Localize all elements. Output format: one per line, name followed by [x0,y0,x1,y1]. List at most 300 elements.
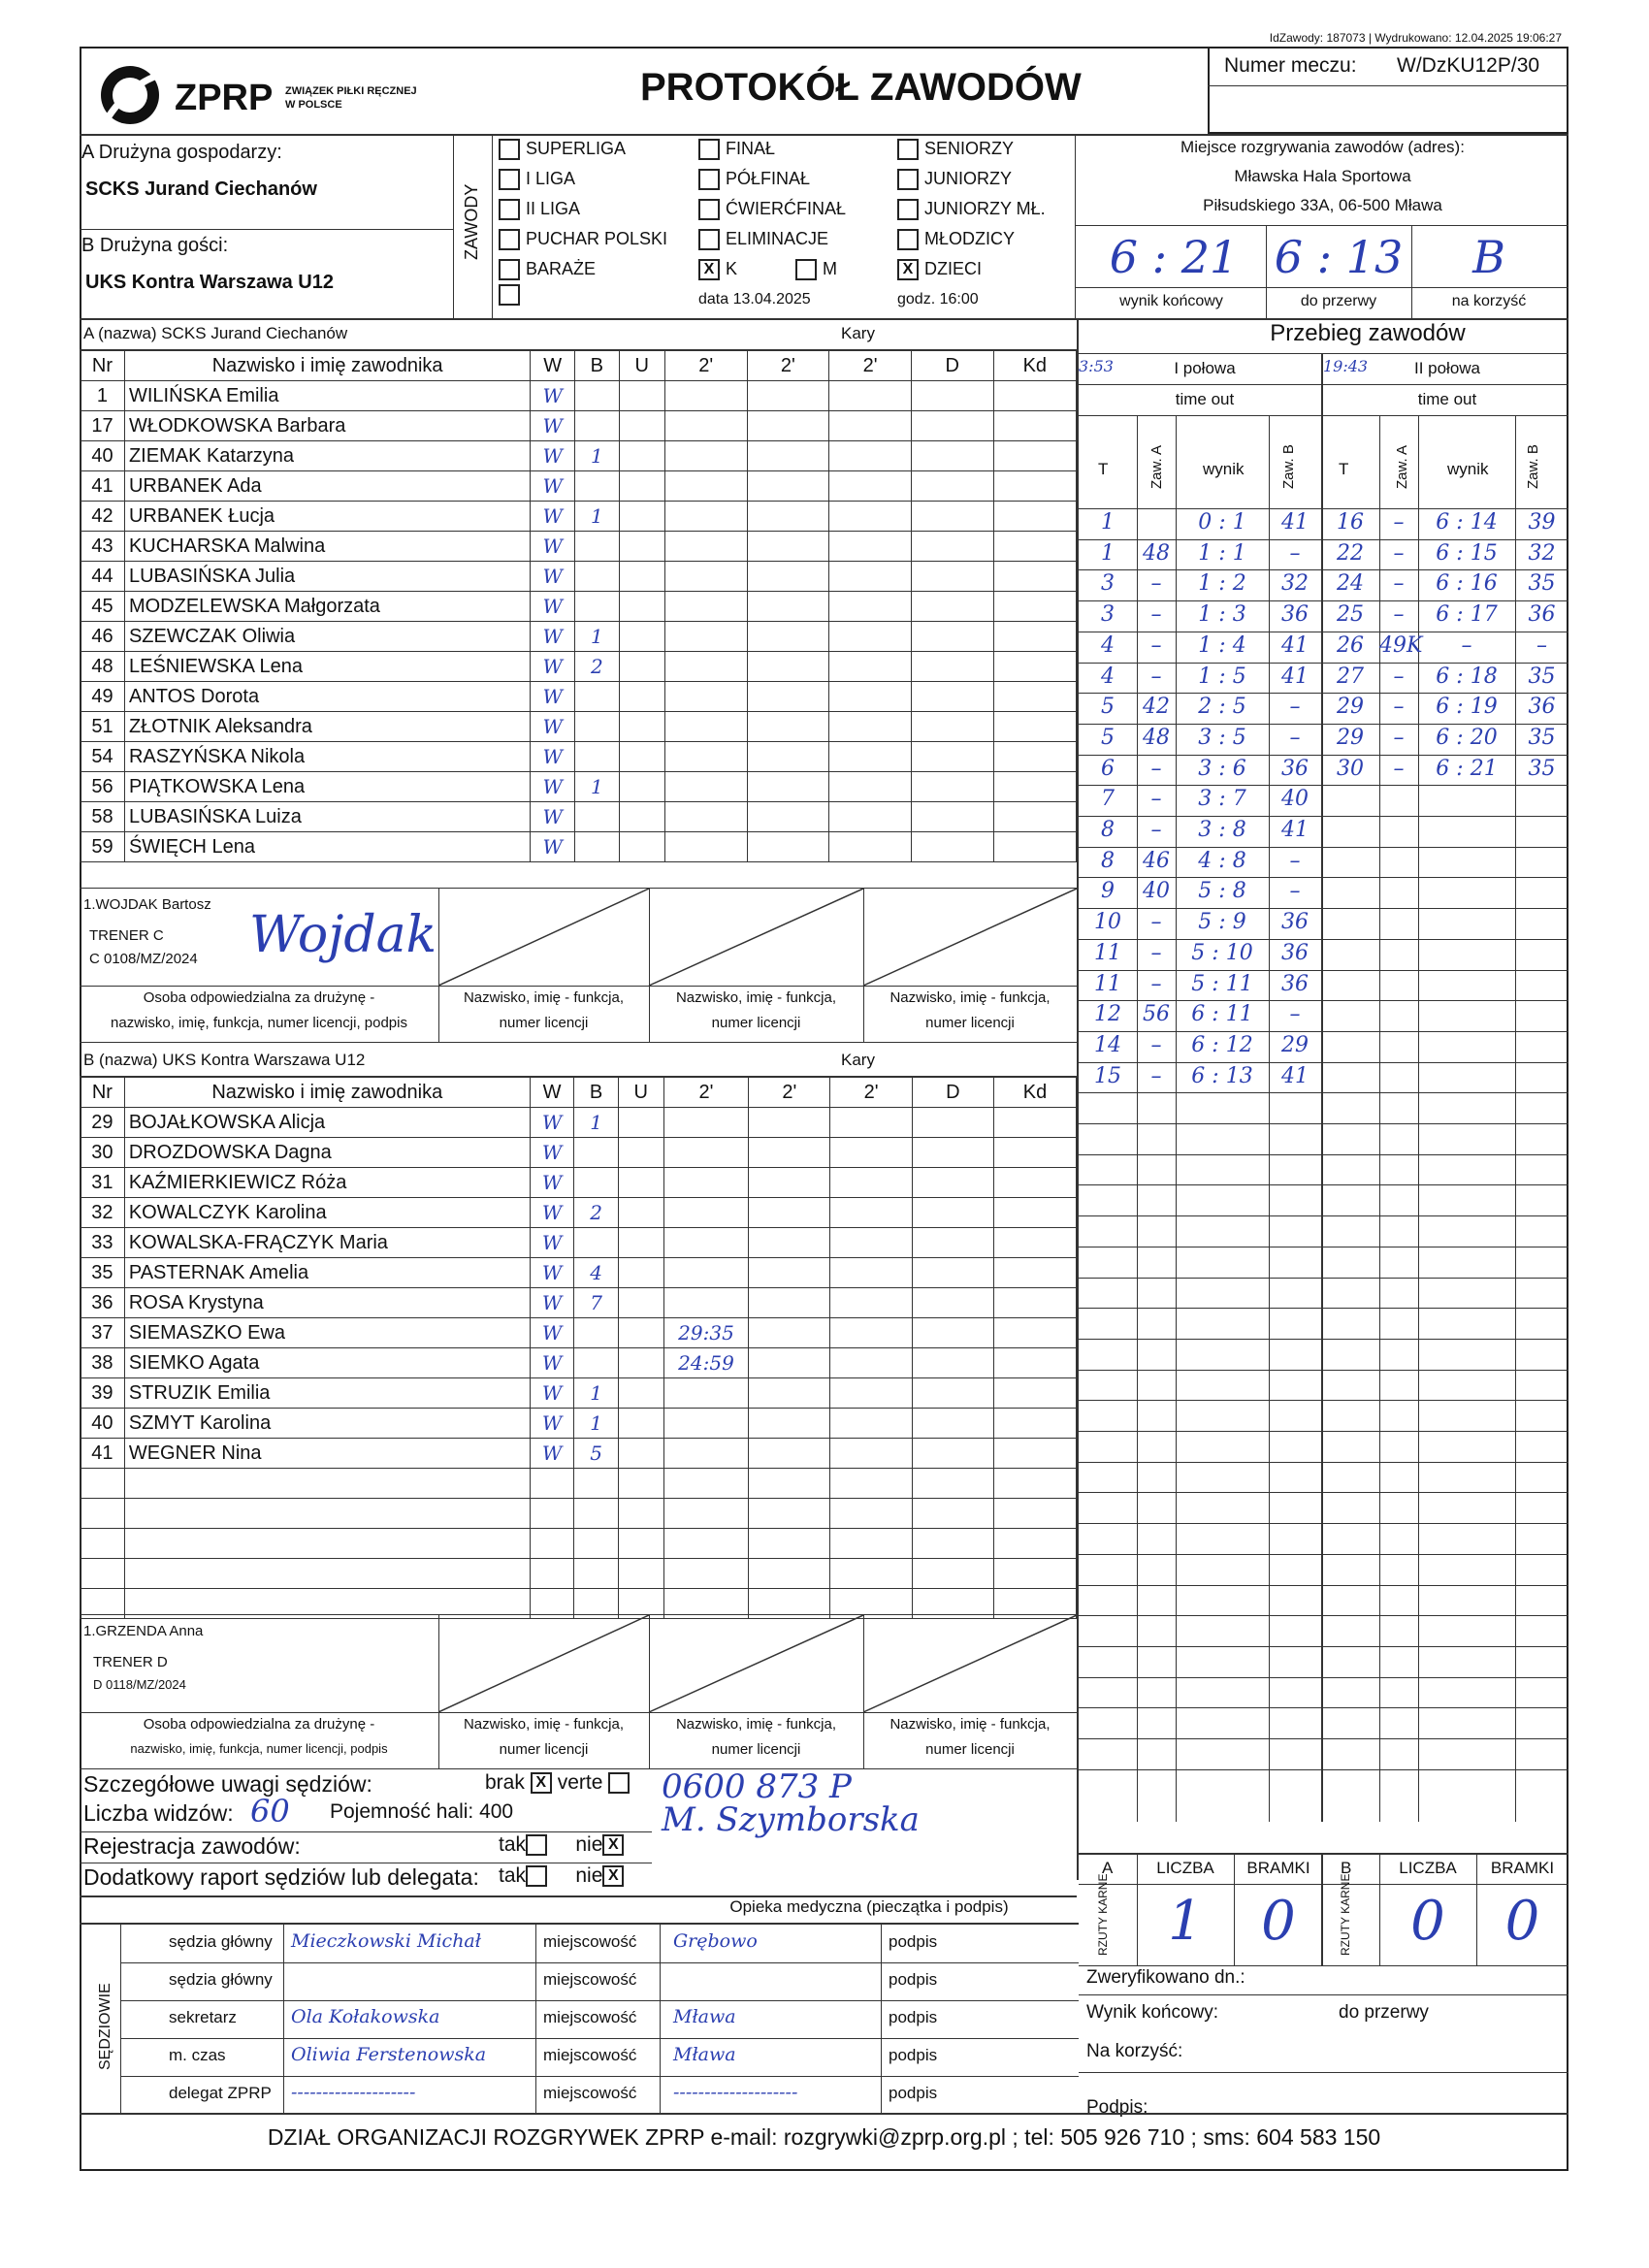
check-polfinal[interactable]: PÓŁFINAŁ [698,164,846,194]
player-row [81,652,1077,682]
goal-time: 29 [1337,695,1364,720]
player-row [81,622,1077,652]
goal-score: 3 : 7 [1198,787,1246,812]
player-goals [574,1168,618,1198]
team-b-table: Nr Nazwisko i imię zawodnika W B U 2' 2' 2' D Kd 29 BOJAŁKOWSKA Alicja W 1 30 DROZDOWSKA Dagna W 31 KAŹMIERKIEWICZ Róża W 32 KOWALCZYK Karolina W 2 33 KOWALSKA-FRĄCZYK Maria W 35 PASTERNAK Amelia W 4 36 ROSA Krystyna W 7 37 SIEMASZKO Ewa W 29:35 38 SIEMKO Agata W 24:59 39 STRUZIK Emilia W 1 40 SZMYT Karolina W 1 41 WEGNER Nina W 5 [80,1077,1077,1619]
empty-row [81,1499,1077,1529]
competition-col3 [897,134,1046,314]
player-present: W [531,532,575,562]
player-number: 44 [81,562,125,592]
check-empty[interactable] [499,284,667,314]
player-suspension [664,682,747,712]
empty-row [81,1469,1077,1499]
player-present: W [530,1409,574,1439]
player-row [81,1198,1077,1228]
team-a-section [80,318,1077,862]
player-row [81,381,1077,411]
verify-podpis: Podpis: [1086,2097,1148,2118]
player-row [81,742,1077,772]
official-b-role: TRENER D [93,1654,168,1670]
player-suspension [664,411,747,441]
penalties-b-count: 0 [1410,1890,1445,1953]
verify-przerwa: do przerwy [1339,2002,1429,2023]
goal-scorer-b: 35 [1528,571,1556,597]
player-name: KUCHARSKA Malwina [124,532,530,562]
check-dzieci[interactable]: X DZIECI [897,254,1046,284]
player-name: WILIŃSKA Emilia [124,381,530,411]
goal-scorer-a: 42 [1143,695,1170,720]
penalties-a-goals: 0 [1261,1890,1296,1953]
goal-score: 6 : 18 [1436,664,1498,689]
page-title: PROTOKÓŁ ZAWODÓW [640,66,1082,109]
signature-label: podpis [889,1970,938,1989]
goal-score: 6 : 19 [1436,695,1498,720]
place-label: miejscowość [543,1970,637,1989]
goal-scorer-b: – [1289,879,1301,904]
player-name: ZIEMAK Katarzyna [124,441,530,471]
player-goals [575,411,619,441]
uwagi-brak[interactable]: brak X verte [485,1771,635,1795]
player-row [81,1378,1077,1409]
goal-time: 11 [1094,971,1121,996]
goal-scorer-a: – [1393,571,1405,597]
goal-time: 10 [1094,910,1121,935]
player-suspension [663,1168,748,1198]
goal-scorer-b: 41 [1281,632,1309,658]
player-number: 37 [81,1318,125,1348]
goal-scorer-a: 56 [1143,1002,1170,1027]
home-team: SCKS Jurand Ciechanów [85,178,317,200]
player-name: SZMYT Karolina [124,1409,530,1439]
player-row [81,471,1077,502]
check-superliga[interactable]: SUPERLIGA [499,134,667,164]
player-row [81,1138,1077,1168]
signature-label: podpis [889,2046,938,2064]
player-row [81,682,1077,712]
player-name: RASZYŃSKA Nikola [124,742,530,772]
goal-scorer-a: 49K [1379,632,1423,658]
place-label: miejscowość [543,2046,637,2064]
player-goals [575,381,619,411]
empty-row [81,1559,1077,1589]
check-mlodzicy[interactable]: MŁODZICY [897,224,1046,254]
player-goals: 1 [574,1108,618,1138]
player-name: ZŁOTNIK Aleksandra [124,712,530,742]
judge-role: delegat ZPRP [169,2084,272,2102]
player-number: 59 [81,832,125,862]
goal-scorer-b: – [1536,632,1547,658]
goal-scorer-b: – [1289,695,1301,720]
goal-scorer-a: 46 [1143,848,1170,873]
player-present: W [531,592,575,622]
player-number: 48 [81,652,125,682]
goal-scorer-b: 29 [1281,1032,1309,1057]
player-present: W [530,1348,574,1378]
goal-scorer-b: 35 [1528,756,1556,781]
player-row [81,1168,1077,1198]
judge-place: -------------------- [673,2082,798,2103]
check-ii-liga[interactable]: II LIGA [499,194,667,224]
player-suspension [663,1439,748,1469]
player-suspension [663,1409,748,1439]
player-present: W [531,502,575,532]
zprp-logo [89,56,438,134]
player-suspension [664,742,747,772]
goal-scorer-a: – [1150,787,1162,812]
player-row [81,712,1077,742]
player-number: 29 [81,1108,125,1138]
player-row [81,1228,1077,1258]
player-row [81,1288,1077,1318]
player-name: PASTERNAK Amelia [124,1258,530,1288]
player-name: KOWALSKA-FRĄCZYK Maria [124,1228,530,1258]
check-eliminacje[interactable]: ELIMINACJE [698,224,846,254]
player-present: W [531,742,575,772]
player-number: 56 [81,772,125,802]
print-info: IdZawody: 187073 | Wydrukowano: 12.04.2025 19:06:27 [1269,31,1562,45]
goal-scorer-a: 40 [1143,879,1170,904]
zweryfikowano: Zweryfikowano dn.: [1086,1967,1245,1988]
player-suspension [663,1228,748,1258]
goal-scorer-b: 36 [1281,971,1309,996]
goal-score: 6 : 17 [1436,602,1498,628]
player-present: W [530,1378,574,1409]
player-number: 30 [81,1138,125,1168]
player-number: 54 [81,742,125,772]
judge-name: Ola Kołakowska [291,2006,440,2027]
player-suspension [664,772,747,802]
player-goals: 1 [575,772,619,802]
goal-time: 30 [1337,756,1364,781]
player-present: W [530,1258,574,1288]
judge-place: Mława [673,2006,736,2027]
goal-scorer-b: 39 [1528,510,1556,535]
przebieg-section: 3:53 I połowa 19:43 II połowa time out time out T Zaw. A wynik Zaw. B T Zaw. A wynik Zaw. B 1 0 : 1 41 1 48 1 : 1 – 3 – 1 : 2 32 3 – 1 : 3 36 4 – 1 : 4 41 4 – 1 : 5 41 5 42 2 : 5 – 5 48 3 : 5 – 6 – 3 : 6 36 7 – 3 : 7 40 8 – 3 : 8 41 8 46 4 : 8 – 9 40 5 : 8 – 10 – 5 : 9 36 11 – 5 : 10 36 11 – 5 : 11 36 12 56 6 : 11 – 14 – 6 : 12 29 15 – 6 : 13 41 16 – 6 : 14 39 22 – 6 : 15 32 24 – 6 : 16 35 25 – 6 : 17 36 26 49K – – 27 – 6 : 18 35 29 – 6 : 19 36 29 – 6 : 20 35 30 – 6 : 21 35 [1079,353,1568,1822]
player-suspension [664,712,747,742]
player-suspension: 29:35 [663,1318,748,1348]
check-juniorzy-ml[interactable]: JUNIORZY MŁ. [897,194,1046,224]
empty-row [81,1529,1077,1559]
team-b-header: B (nazwa) UKS Kontra Warszawa U12 Kary [80,1045,1077,1077]
goal-scorer-b: 36 [1281,756,1309,781]
goal-scorer-b: 41 [1281,1063,1309,1088]
winner: B [1472,231,1505,283]
player-number: 33 [81,1228,125,1258]
player-present: W [531,411,575,441]
player-name: BOJAŁKOWSKA Alicja [124,1108,530,1138]
zawody-label: ZAWODY [462,183,481,260]
venue-address: Piłsudskiego 33A, 06-500 Mława [1203,196,1442,214]
sedziowie-section [80,1923,1079,2115]
signature-label: podpis [889,1932,938,1951]
goal-score: 3 : 6 [1198,756,1246,781]
goal-scorer-a: – [1150,571,1162,597]
widzow-value: 60 [250,1793,290,1830]
competition-col2 [698,134,846,314]
player-name: ANTOS Dorota [124,682,530,712]
player-suspension [663,1138,748,1168]
goal-scorer-a: – [1150,602,1162,628]
player-number: 49 [81,682,125,712]
goal-time: 26 [1337,632,1364,658]
player-suspension [664,652,747,682]
judge-role: sędzia główny [169,1932,273,1951]
check-seniorzy[interactable]: SENIORZY [897,134,1046,164]
sedziowie-label: SĘDZIOWIE [97,1983,113,2070]
player-suspension [664,622,747,652]
goal-scorer-a: – [1150,910,1162,935]
remark-handwritten-1: 0600 873 P [662,1767,852,1806]
opieka-label: Opieka medyczna (pieczątka i podpis) [729,1897,1009,1916]
goal-time: 8 [1101,848,1115,873]
goal-scorer-b: 32 [1281,571,1309,597]
player-goals [574,1318,618,1348]
player-name: LEŚNIEWSKA Lena [124,652,530,682]
uwagi-label: Szczegółowe uwagi sędziów: [83,1771,372,1797]
player-present: W [531,441,575,471]
player-row [81,1439,1077,1469]
goal-scorer-b: – [1289,848,1301,873]
judge-place: Mława [673,2044,736,2065]
team-a-table: Nr Nazwisko i imię zawodnika W B U 2' 2' 2' D Kd 1 WILIŃSKA Emilia W 17 WŁODKOWSKA Barbara W 40 ZIEMAK Katarzyna W 1 41 URBANEK Ada W 42 URBANEK Łucja W 1 43 KUCHARSKA Malwina W 44 LUBASIŃSKA Julia W 45 MODZELEWSKA Małgorzata W 46 SZEWCZAK Oliwia W 1 48 LEŚNIEWSKA Lena W 2 49 ANTOS Dorota W 51 ZŁOTNIK Aleksandra W 54 RASZYŃSKA Nikola W 56 PIĄTKOWSKA Lena W 1 58 LUBASIŃSKA Luiza W 59 ŚWIĘCH Lena W [80,350,1077,862]
player-present: W [531,802,575,832]
match-time: godz. 16:00 [897,291,979,308]
place-label: miejscowość [543,1932,637,1951]
goal-scorer-a: – [1150,1063,1162,1088]
goal-scorer-b: 36 [1528,602,1556,628]
goal-scorer-b: 40 [1281,787,1309,812]
goal-time: 9 [1101,879,1115,904]
player-row [81,411,1077,441]
goal-time: 1 [1101,540,1115,566]
goal-scorer-b: 35 [1528,725,1556,750]
goal-score: 1 : 5 [1198,664,1246,689]
player-row [81,772,1077,802]
player-suspension [663,1258,748,1288]
player-goals: 7 [574,1288,618,1318]
player-number: 43 [81,532,125,562]
player-row [81,802,1077,832]
goal-scorer-b: 36 [1281,940,1309,965]
player-present: W [531,772,575,802]
goal-score: 5 : 8 [1198,879,1246,904]
player-goals: 1 [575,502,619,532]
player-number: 46 [81,622,125,652]
logo-text: ZPRP [175,78,274,118]
player-goals: 1 [574,1409,618,1439]
check-i-liga[interactable]: I LIGA [499,164,667,194]
player-goals [575,592,619,622]
goal-time: 3 [1101,571,1115,597]
judge-row [120,2038,1079,2077]
team-b-section [80,1045,1077,1619]
goal-time: 8 [1101,818,1115,842]
check-cwiercfinal[interactable]: ĆWIERĆFINAŁ [698,194,846,224]
goal-time: 7 [1101,787,1115,812]
player-goals [575,682,619,712]
player-number: 41 [81,1439,125,1469]
player-goals: 2 [575,652,619,682]
judge-row [120,1962,1079,2001]
timeout-b1: 19:43 [1323,357,1369,375]
team-a-header: A (nazwa) SCKS Jurand Ciechanów Kary [80,318,1077,350]
player-number: 31 [81,1168,125,1198]
player-name: URBANEK Ada [124,471,530,502]
player-number: 40 [81,441,125,471]
rejestracja-label: Rejestracja zawodów: [83,1833,301,1859]
player-row [81,592,1077,622]
widzow-label: Liczba widzów: [83,1800,234,1826]
player-name: LUBASIŃSKA Luiza [124,802,530,832]
player-goals: 2 [574,1198,618,1228]
player-name: SIEMKO Agata [124,1348,530,1378]
goal-scorer-b: 32 [1528,540,1556,566]
judge-name: Oliwia Ferstenowska [291,2044,487,2065]
goal-score: 5 : 11 [1191,971,1253,996]
goal-time: 1 [1101,510,1115,535]
goal-time: 12 [1094,1002,1121,1027]
goal-score: 6 : 20 [1436,725,1498,750]
signature-label: podpis [889,2008,938,2026]
goal-scorer-a: – [1150,1032,1162,1057]
goal-time: 16 [1337,510,1364,535]
player-present: W [531,652,575,682]
official-a-name: 1.WOJDAK Bartosz [83,896,211,913]
goal-scorer-a: 48 [1143,725,1170,750]
player-goals [574,1138,618,1168]
goal-time: 5 [1101,725,1115,750]
check-final[interactable]: FINAŁ [698,134,846,164]
dodatkowy-check[interactable]: tak nie X [499,1864,630,1888]
player-present: W [530,1318,574,1348]
player-number: 1 [81,381,125,411]
goal-scorer-b: 36 [1281,910,1309,935]
goal-scorer-a: – [1393,695,1405,720]
goal-time: 4 [1101,632,1115,658]
player-number: 36 [81,1288,125,1318]
goal-time: 11 [1094,940,1121,965]
judge-role: sędzia główny [169,1970,273,1989]
judge-role: sekretarz [169,2008,237,2026]
away-label: B Drużyna gości: [81,235,229,256]
goal-scorer-a: – [1150,632,1162,658]
check-gender[interactable]: X K M [698,254,846,284]
player-present: W [531,712,575,742]
footer: DZIAŁ ORGANIZACJI ROZGRYWEK ZPRP e-mail: rozgrywki@zprp.org.pl ; tel: 505 926 710 ; sms: 604 583 150 [267,2124,1381,2150]
player-suspension [664,562,747,592]
player-present: W [531,832,575,862]
goal-time: 6 [1101,756,1115,781]
check-baraze[interactable]: BARAŻE [499,254,667,284]
goal-time: 24 [1337,571,1364,597]
goal-score: 0 : 1 [1198,510,1246,535]
pojemnosc: Pojemność hali: 400 [330,1800,514,1823]
judge-name: Mieczkowski Michał [291,1930,481,1952]
venue-name: Mławska Hala Sportowa [1234,167,1411,185]
judge-row [120,2076,1079,2115]
check-puchar[interactable]: PUCHAR POLSKI [499,224,667,254]
goal-time: 5 [1101,695,1115,720]
goal-scorer-b: 36 [1281,602,1309,628]
player-name: MODZELEWSKA Małgorzata [124,592,530,622]
player-present: W [530,1288,574,1318]
player-number: 32 [81,1198,125,1228]
verify-wynik: Wynik końcowy: [1086,2002,1219,2023]
player-present: W [530,1138,574,1168]
dodatkowy-label: Dodatkowy raport sędziów lub delegata: [83,1864,479,1890]
player-present: W [530,1228,574,1258]
goal-score: 6 : 15 [1436,540,1498,566]
player-goals [575,832,619,862]
player-number: 51 [81,712,125,742]
goal-scorer-a: – [1393,510,1405,535]
goal-scorer-b: – [1289,1002,1301,1027]
player-suspension [663,1108,748,1138]
goal-score: 3 : 5 [1198,725,1246,750]
player-present: W [531,562,575,592]
goal-scorer-b: 35 [1528,664,1556,689]
goal-scorer-a: 48 [1143,540,1170,566]
goal-score: 2 : 5 [1198,695,1246,720]
player-suspension [664,441,747,471]
goal-scorer-a: – [1150,940,1162,965]
player-present: W [530,1198,574,1228]
player-name: PIĄTKOWSKA Lena [124,772,530,802]
official-a-signature: Wojdak [249,906,437,964]
logo-sub1: ZWIĄZEK PIŁKI RĘCZNEJ [285,85,417,97]
player-present: W [530,1168,574,1198]
player-goals [575,802,619,832]
goal-score: 5 : 9 [1198,910,1246,935]
player-row [81,1258,1077,1288]
rejestracja-check[interactable]: tak nie X [499,1833,630,1857]
player-suspension [664,381,747,411]
player-suspension [664,502,747,532]
player-row [81,1348,1077,1378]
goal-scorer-b: 41 [1281,510,1309,535]
judge-row [120,2000,1079,2039]
goal-time: 4 [1101,664,1115,689]
przebieg-title: Przebieg zawodów [1270,320,1466,346]
goal-score: 3 : 8 [1198,818,1246,842]
place-label: miejscowość [543,2084,637,2102]
remark-handwritten-2: M. Szymborska [662,1800,920,1839]
official-b-box: 1.GRZENDA Anna TRENER D D 0118/MZ/2024 Osoba odpowiedzialna za drużynę - nazwisko, imię, funkcja, numer licencji, podpis Nazwisko, imię - funkcja, numer licencji Nazwisko, imię - funkcja, numer licencji Nazwisko, imię - funkcja, numer licencji [80,1614,1077,1769]
penalties-b-goals: 0 [1504,1890,1540,1953]
goal-scorer-a: – [1150,818,1162,842]
half-result: 6 : 13 [1274,231,1404,283]
place-label: miejscowość [543,2008,637,2026]
player-row [81,832,1077,862]
winner-label: na korzyść [1451,293,1527,309]
player-name: ROSA Krystyna [124,1288,530,1318]
player-goals [574,1348,618,1378]
goal-scorer-a: – [1393,540,1405,566]
player-number: 58 [81,802,125,832]
goal-time: 3 [1101,602,1115,628]
check-juniorzy[interactable]: JUNIORZY [897,164,1046,194]
player-suspension [664,532,747,562]
player-row [81,1108,1077,1138]
judge-place: Grębowo [673,1930,758,1952]
player-number: 42 [81,502,125,532]
goal-scorer-a: – [1150,664,1162,689]
goal-scorer-b: 41 [1281,664,1309,689]
signature-label: podpis [889,2084,938,2102]
player-goals [575,471,619,502]
player-present: W [530,1108,574,1138]
player-number: 38 [81,1348,125,1378]
